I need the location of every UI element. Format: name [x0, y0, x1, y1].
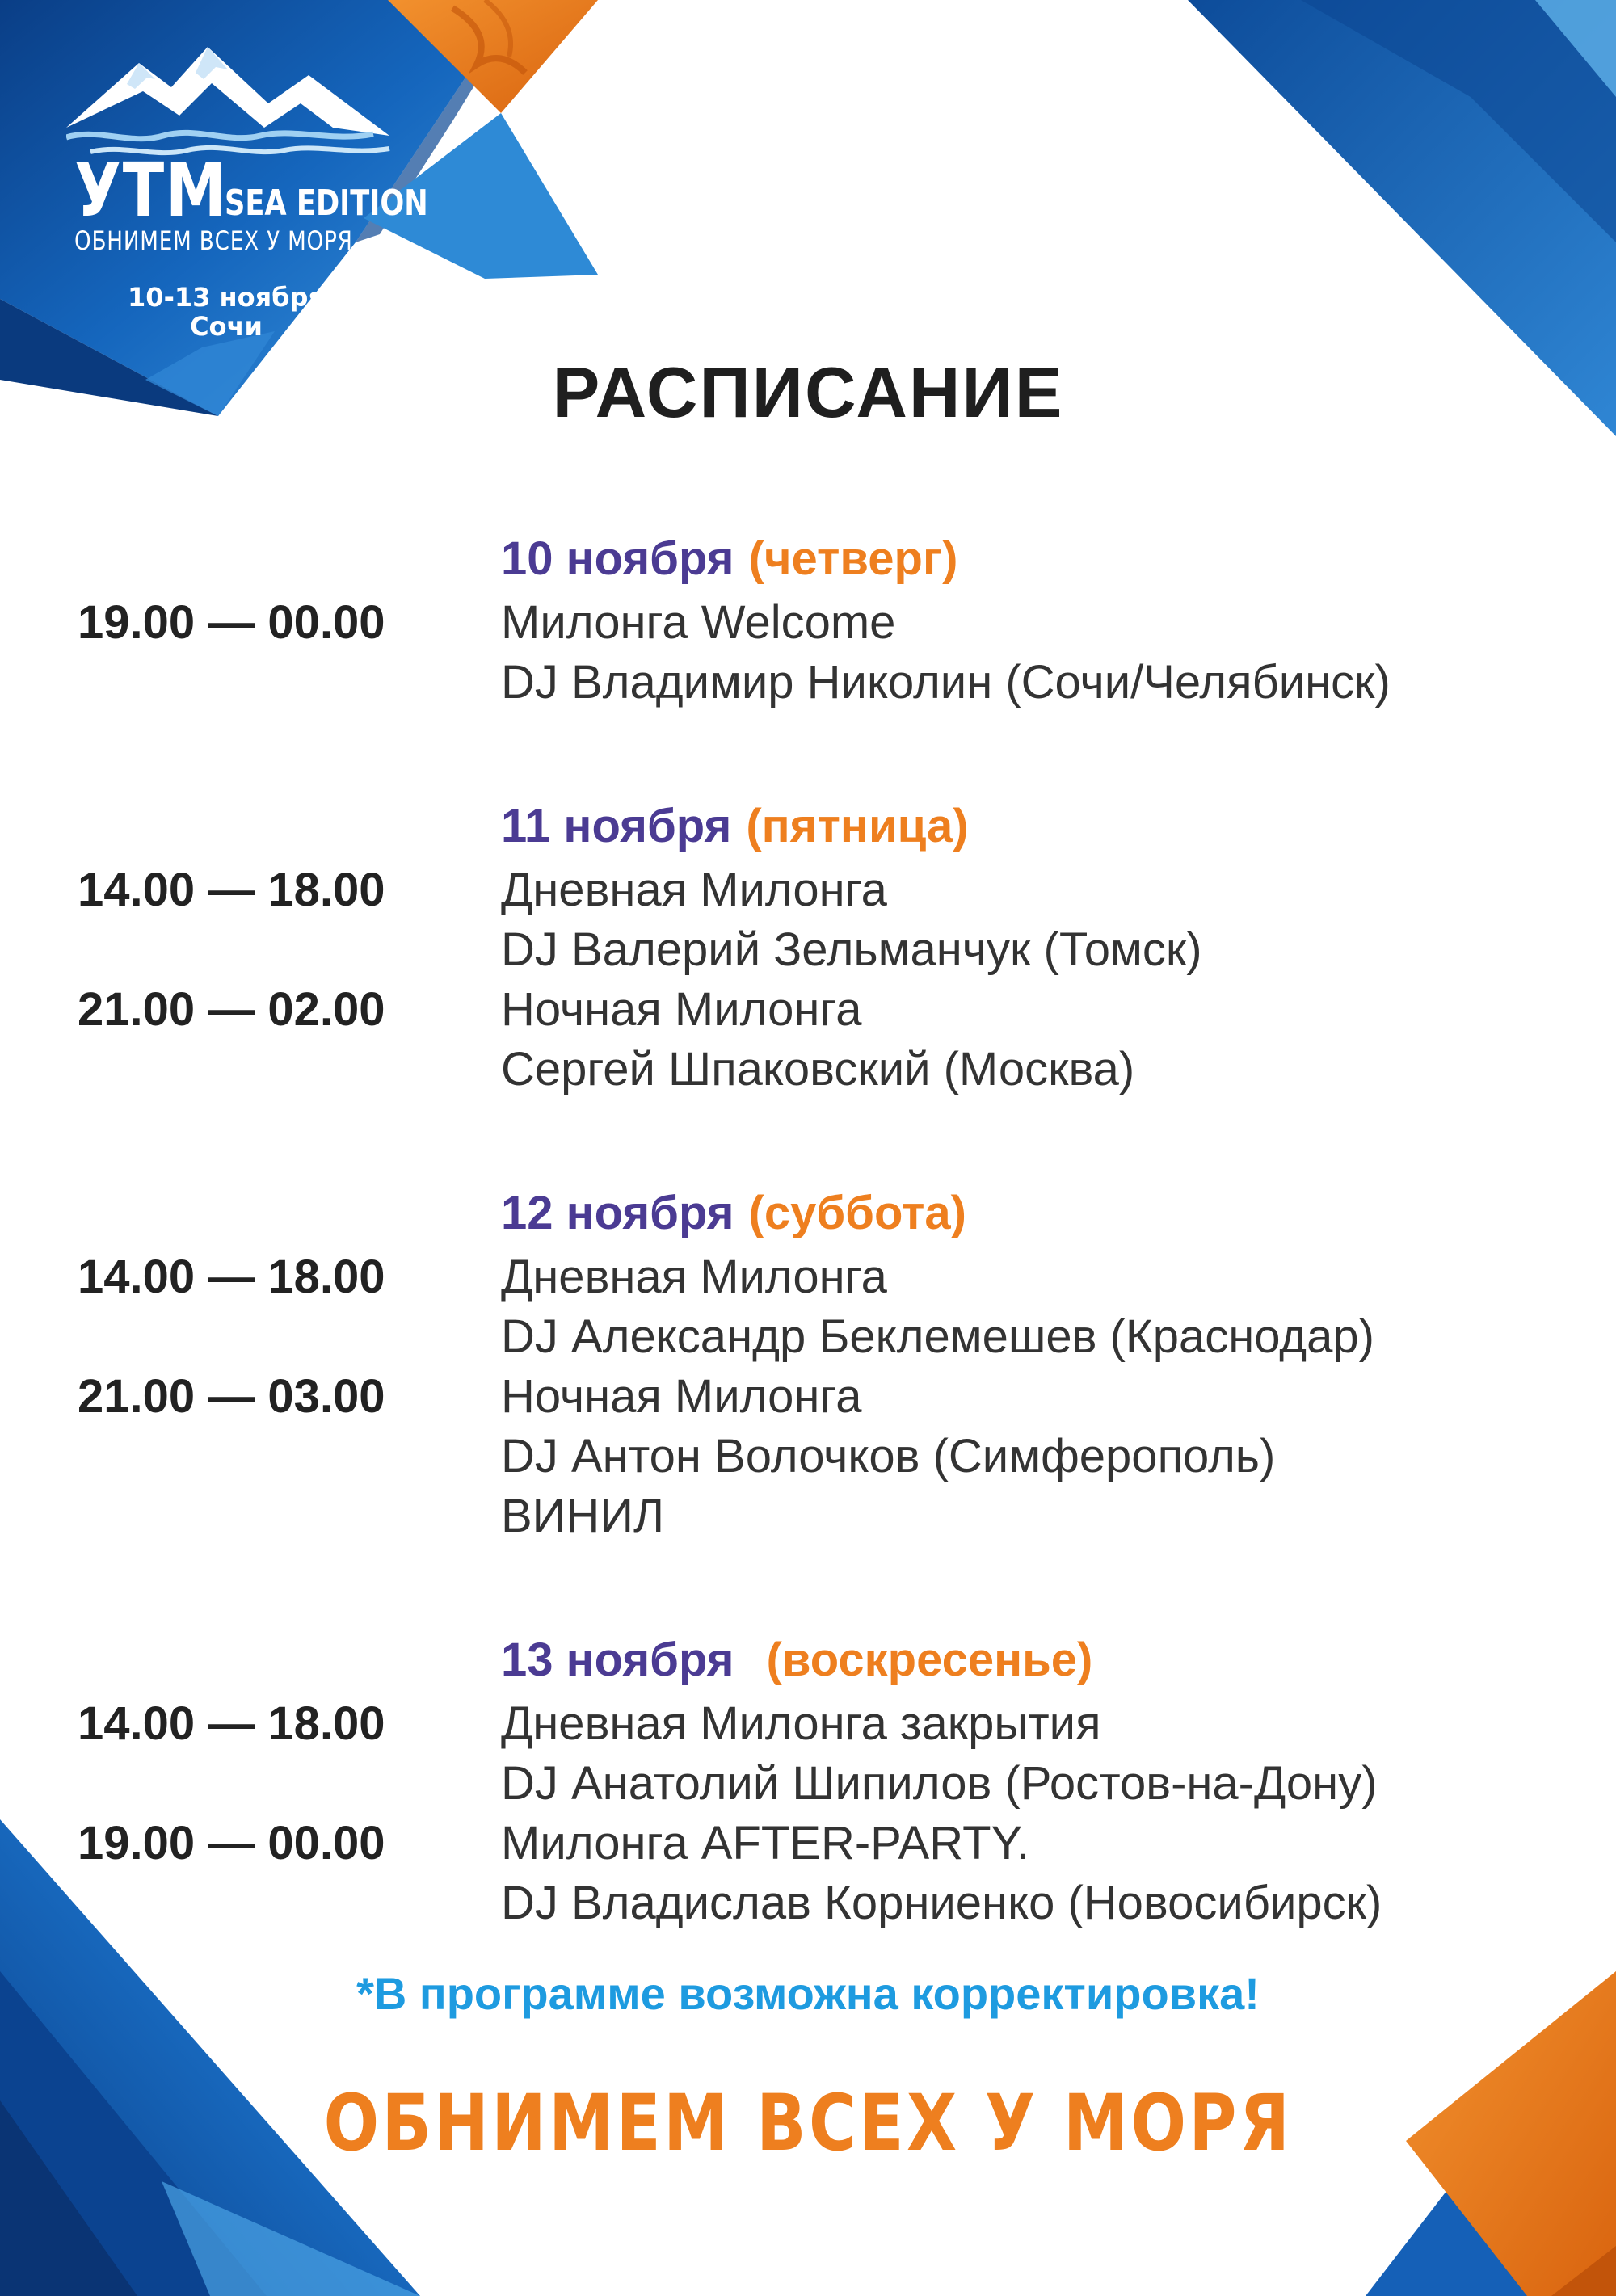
day-header [501, 530, 1564, 588]
schedule-event [78, 1814, 1564, 1933]
logo-name: УТМ [74, 147, 228, 233]
schedule-day [78, 530, 1564, 713]
event-time: 19.00 — 00.00 [78, 1817, 385, 1869]
schedule-event [78, 1247, 1564, 1367]
day-header [501, 797, 1564, 856]
program-note: *В программе возможна корректировка! [356, 1968, 1260, 2019]
event-title: Милонга AFTER-PARTY. [501, 1817, 1029, 1869]
day-header [501, 1631, 1564, 1689]
event-dj: DJ Александр Беклемешев (Краснодар) [501, 1310, 1374, 1363]
day-date: 12 ноября [501, 1187, 734, 1239]
event-time: 21.00 — 03.00 [78, 1370, 385, 1423]
event-dj: DJ Владислав Корниенко (Новосибирск) [501, 1877, 1382, 1929]
event-dj: Сергей Шпаковский (Москва) [501, 1043, 1135, 1095]
schedule-day [78, 797, 1564, 1100]
schedule-event [78, 1367, 1564, 1546]
event-note: ВИНИЛ [501, 1490, 665, 1542]
event-time: 21.00 — 02.00 [78, 983, 385, 1036]
day-weekday: (пятница) [746, 800, 969, 852]
day-weekday: (воскресенье) [766, 1634, 1093, 1686]
event-time: 14.00 — 18.00 [78, 1251, 385, 1303]
schedule [78, 530, 1564, 2018]
event-title: Милонга Welcome [501, 596, 896, 649]
logo-edition: SEA EDITION [225, 183, 428, 224]
schedule-day [78, 1631, 1564, 1933]
event-title: Дневная Милонга [501, 1251, 887, 1303]
event-dj: DJ Анатолий Шипилов (Ростов-на-Дону) [501, 1757, 1378, 1810]
logo-city: Сочи [190, 311, 263, 342]
schedule-event [78, 860, 1564, 980]
day-date: 10 ноября [501, 532, 734, 585]
event-time: 14.00 — 18.00 [78, 1697, 385, 1750]
event-time: 19.00 — 00.00 [78, 596, 385, 649]
day-header [501, 1184, 1564, 1243]
event-dj: DJ Валерий Зельманчук (Томск) [501, 923, 1202, 976]
logo-slogan: ОБНИМЕМ ВСЕХ У МОРЯ [74, 225, 353, 256]
schedule-event [78, 593, 1564, 713]
schedule-event [78, 1694, 1564, 1814]
day-weekday: (суббота) [748, 1187, 966, 1239]
event-title: Дневная Милонга [501, 864, 887, 916]
logo-dates: 10-13 ноября [128, 282, 325, 313]
event-dj: DJ Владимир Николин (Сочи/Челябинск) [501, 656, 1391, 709]
page-title: РАСПИСАНИЕ [552, 352, 1064, 432]
schedule-day [78, 1184, 1564, 1546]
footer-slogan: ОБНИМЕМ ВСЕХ У МОРЯ [323, 2078, 1293, 2168]
day-weekday: (четверг) [748, 532, 958, 585]
day-date: 11 ноября [501, 800, 732, 852]
schedule-event [78, 980, 1564, 1100]
festival-logo [0, 0, 501, 380]
event-title: Ночная Милонга [501, 983, 862, 1036]
event-dj: DJ Антон Волочков (Симферополь) [501, 1430, 1276, 1482]
day-date: 13 ноября [501, 1634, 734, 1686]
event-title: Дневная Милонга закрытия [501, 1697, 1101, 1750]
event-time: 14.00 — 18.00 [78, 864, 385, 916]
event-title: Ночная Милонга [501, 1370, 862, 1423]
